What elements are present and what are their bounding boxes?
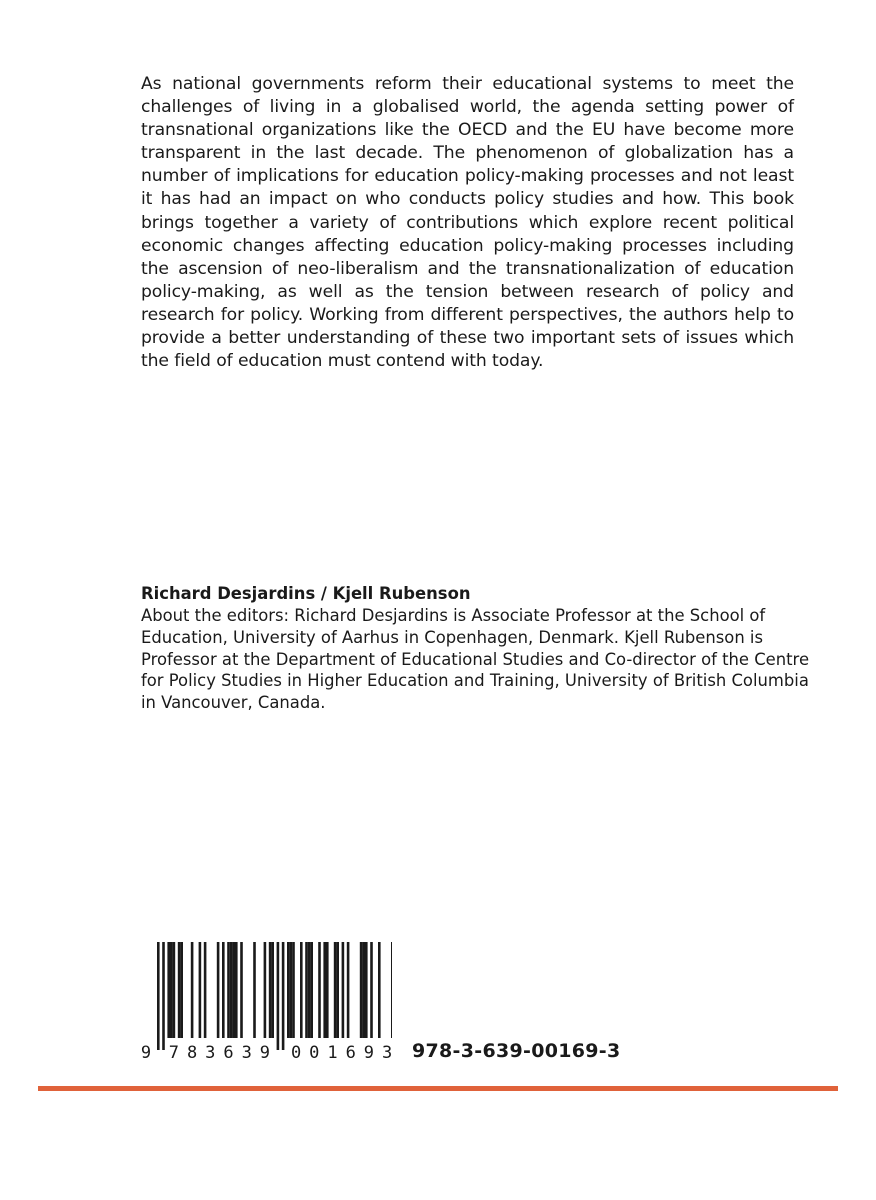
barcode-bar (287, 942, 290, 1038)
barcode-bar (305, 942, 308, 1038)
barcode-bar (308, 942, 311, 1038)
barcode-bar (173, 942, 176, 1038)
barcode-bar (204, 942, 207, 1038)
barcode-guard-bar (157, 942, 160, 1050)
barcode-bar (240, 942, 243, 1038)
barcode-digit: 3 (381, 1043, 392, 1063)
barcode-bar (336, 942, 339, 1038)
barcode-bar (347, 942, 350, 1038)
barcode-bar (269, 942, 272, 1038)
barcode-digit: 9 (259, 1043, 271, 1063)
barcode-bar (191, 942, 194, 1038)
barcode-bar (318, 942, 321, 1038)
barcode-bar (370, 942, 373, 1038)
barcode-bar (310, 942, 313, 1038)
barcode-digit: 3 (241, 1043, 252, 1063)
barcode-bar (170, 942, 173, 1038)
barcode-bar (360, 942, 363, 1038)
editors-about: About the editors: Richard Desjardins is Associate Professor at the School of Education, University of Aarhus in Copenhagen, Denmark. Kjell Rubenson is Professor at the Department of Educational Studies and Co-director of the Centre for Policy Studies in Higher Education and Training, University of British Columbia in Vancouver, Canada. (141, 606, 810, 713)
barcode-digit: 1 (327, 1043, 338, 1063)
barcode-digit: 9 (363, 1043, 375, 1063)
barcode-bar (271, 942, 274, 1038)
editors-section (141, 583, 821, 714)
isbn-number: 978-3-639-00169-3 (412, 1040, 621, 1062)
barcode-bar (362, 942, 365, 1038)
barcode-digit: 3 (205, 1043, 216, 1063)
barcode-bar (180, 942, 183, 1038)
barcode-bar (199, 942, 202, 1038)
footer-rule (38, 1086, 838, 1091)
barcode-bar (167, 942, 170, 1038)
barcode-bar (334, 942, 337, 1038)
barcode-bar (292, 942, 295, 1038)
barcode-bar (222, 942, 225, 1038)
barcode-bar (232, 942, 235, 1038)
isbn-barcode (140, 940, 392, 1065)
barcode-bar (178, 942, 181, 1038)
barcode-bar (300, 942, 303, 1038)
barcode-graphic (140, 940, 392, 1065)
barcode-digit: 0 (309, 1043, 320, 1063)
barcode-digit: 9 (140, 1043, 152, 1063)
barcode-guard-bar (282, 942, 285, 1050)
barcode-guard-bar (162, 942, 165, 1050)
barcode-bar (217, 942, 220, 1038)
barcode-bar (323, 942, 326, 1038)
barcode-bar (326, 942, 329, 1038)
barcode-bar (365, 942, 368, 1038)
barcode-bar (290, 942, 293, 1038)
barcode-digit: 6 (223, 1043, 234, 1063)
barcode-guard-bar (277, 942, 280, 1050)
barcode-bar (378, 942, 381, 1038)
barcode-bar (227, 942, 230, 1038)
barcode-bar (264, 942, 267, 1038)
barcode-bar (230, 942, 233, 1038)
editors-names: Richard Desjardins / Kjell Rubenson (141, 584, 471, 603)
barcode-bar (235, 942, 238, 1038)
barcode-digit: 6 (345, 1043, 356, 1063)
barcode-digit: 0 (290, 1043, 302, 1063)
book-description: As national governments reform their educational systems to meet the challenges of living in a globalised world, the agenda setting power of transnational organizations like the OECD and the EU have become more transparent in the last decade. The phenomenon of globalization has a number of implications for education policy-making processes and not least it has had an impact on who conducts policy studies and how. This book brings together a variety of contributions which explore recent political economic changes affecting education policy-making processes including the ascension of neo-liberalism and the transnationalization of education policy-making, as well as the tension between research of policy and research for policy. Working from different perspectives, the authors help to provide a better understanding of these two important sets of issues which the field of education must contend with today. (141, 74, 794, 372)
barcode-bar (253, 942, 256, 1038)
barcode-bar (342, 942, 345, 1038)
barcode-digit: 8 (186, 1043, 198, 1063)
barcode-digit: 7 (168, 1043, 180, 1063)
barcode-bar (391, 942, 392, 1038)
